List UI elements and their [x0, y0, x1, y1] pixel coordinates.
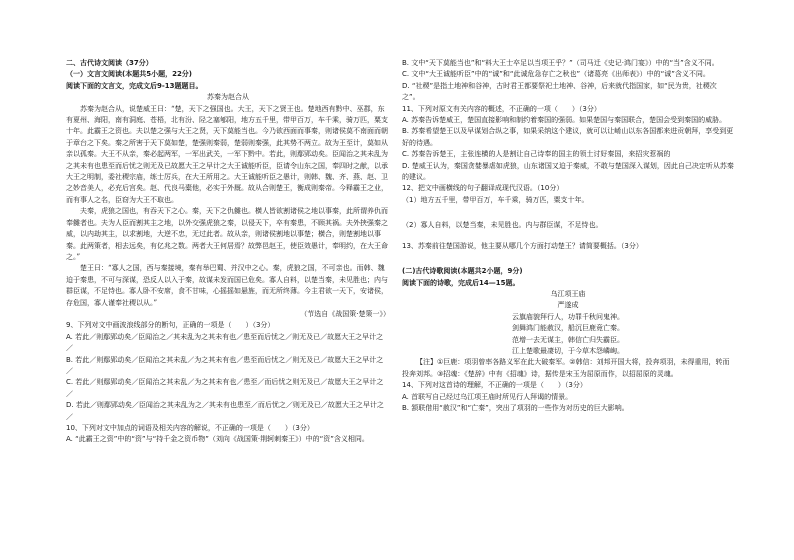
- section-heading: 二、古代诗文阅读（37分）: [66, 59, 153, 67]
- question-14-option-a: A. 首联写自己经过乌江项王庙时所见行人拜谒的情景。: [402, 392, 573, 401]
- poem: [402, 289, 734, 357]
- passage-paragraph-2: 夫秦，虎狼之国也，有吞天下之心。秦，天下之仇雠也。横人皆欲割诸侯之地以事秦，此所谓养仇而奉雠者也。夫为人臣而割其主之地，以外交强虎狼之秦，以侵天下，卒有秦患，不顾其祸。夫外挟强秦之威，以内劫其主，以求割地，大逆不忠，无过此者。故从亲，则诸侯割地以事楚；横合，则楚割地以事秦。此两策者，相去远矣，有亿兆之数。两者大王何居焉？故弊邑赵王，使臣效愚计，奉明约，在大王命之。”: [66, 207, 388, 261]
- question-10-option-c: C. 文中“大王诚能听臣”中的“诚”和“此诚危急存亡之秋也”（诸葛亮《出师表》）中的“诚”含义不同。: [402, 70, 710, 79]
- right-column: [402, 58, 734, 414]
- question-10-option-d: D. “社稷”是指土地神和谷神，古时君王都要祭祀土地神、谷神，后来就代指国家，如“民为贵，社稷次之”。: [402, 81, 717, 102]
- question-9-option-b: B. 若此／则鄢郢动矣／臣闻治之其未乱／为之其未有也／患至而后忧之／则无及已／故愿大王之早计之／: [66, 355, 384, 375]
- poetry-section-heading: (二)古代诗歌阅读(本题共2小题，9分): [402, 267, 523, 276]
- subsection-heading: （一）文言文阅读(本题共5小题，22分): [66, 70, 193, 79]
- poem-author: 严遂成: [557, 301, 579, 310]
- question-9-option-c: C. 若此／则鄢郢动矣／臣闻治之其未乱／为之其未有也／患至／而后忧之则无及已／故愿大王之早计之／: [66, 378, 384, 398]
- question-12-part-1: （1）地方五千里，带甲百万，车千乘，骑万匹，粟支十年。: [402, 195, 589, 204]
- question-11-option-c: C. 苏秦告诉楚王，主张连横的人是割让自己诗奉的国主的领土讨好秦国，来招灾惹祸的: [402, 150, 671, 159]
- question-12: 12、把文中画横线的句子翻译成现代汉语。（10分）: [402, 184, 564, 193]
- poetry-instruction: 阅读下面的诗歌，完成后14—15题。: [402, 278, 520, 287]
- question-11: 11、下列对原文有关内容的概述，不正确的一项（ ）（3分）: [402, 104, 601, 113]
- poem-line: 江上楚歌最凄切，于今草木怨嶙峋。: [512, 346, 624, 355]
- passage-title: 苏秦为赵合从: [207, 93, 249, 102]
- question-10-option-b: B. 文中“天下莫能当也”和“料大王士卒足以当项王乎？”（司马迁《史记·鸿门宴》）中的“当”含义不同。: [402, 59, 719, 67]
- answer-space: [402, 252, 734, 266]
- passage-paragraph-3: 楚王曰：“寡人之国，西与秦接境，秦有举巴蜀、并汉中之心。秦，虎狼之国，不可亲也。而韩、魏迫于秦患，不可与深谋，恐反人以入于秦，故谋未发而国已危矣。寡人自料，以楚当秦，未见胜也；内与群臣谋，不足恃也。寡人卧不安席，食不甘味，心摇摇如悬旌，而无所终薄。今主君欲一天下，安诸侯，存危国，寡人谨奉社稷以从。”: [66, 264, 388, 307]
- question-10-option-a: A. “此霸王之资”中的“资”与“持千金之资币物”（刘向《战国策·荆轲刺秦王》）中的“资”含义相同。: [66, 435, 369, 444]
- question-14-option-b: B. 颔联借用“赦汉”和“亡秦”，突出了项羽的一些作为对历史的巨大影响。: [402, 403, 629, 412]
- answer-space: [402, 206, 734, 220]
- question-10: 10、下列对文中加点的词语及相关内容的解说，不正确的一项是（ ）（3分）: [66, 424, 314, 432]
- question-9: 9、下列对文中画波浪线部分的断句，正确的一项是（ ）（3分）: [66, 321, 275, 330]
- question-14: 14、下列对这首诗的理解，不正确的一项是（ ）（3分）: [402, 381, 587, 390]
- question-13: 13、苏秦前往楚国游说，他主要从哪几个方面打动楚王？请简要概括。（3分）: [402, 241, 643, 250]
- reading-instruction: 阅读下面的文言文，完成文后9-13题题目。: [66, 81, 203, 90]
- poem-line: 云旗庙貌拜行人，功罪千秋问鬼神。: [512, 312, 624, 321]
- poem-notes: 【注】①巨鹿：项羽曾率各路义军在此大破秦军。②韩信：刘邦开国大将，投奔项羽，未得重用，转而投奔刘邦。③招魂：《楚辞》中有《招魂》诗，据传是宋玉为屈原而作，以招屈原的灵魂。: [402, 358, 730, 378]
- question-9-option-d: D. 若此／则鄢郢动矣／臣闻治之其未乱为之／其未有也患至／而后忧之／则无及已／故愿大王之早计之／: [66, 401, 384, 421]
- poem-title: 乌江项王庙: [550, 289, 586, 298]
- question-12-part-2: （2）寡人自料，以楚当秦，未见胜也。内与群臣谋，不足恃也。: [402, 221, 603, 230]
- question-11-option-d: D. 楚威王认为，秦国贪婪暴虐如虎狼，山东诸国又迫于秦威，不敢与楚国深入谋划，因此自己决定听从苏秦的建议。: [402, 161, 734, 182]
- question-11-option-b: B. 苏秦希望楚王以及早谋划合纵之事，如果采纳这个建议，就可以让崤山以东各国都来进贡朝拜，享受到更好的待遇。: [402, 127, 734, 147]
- passage-source: （节选自《战国策·楚策一》）: [300, 309, 390, 318]
- question-9-option-a: A. 若此／则鄢郢动矣／臣闻治之／其未乱为之其未有也／患至而后忧之／则无及已／故愿大王之早计之／: [66, 332, 384, 353]
- poem-line: 剑舞鸿门能赦汉，船沉巨鹿竟亡秦。: [512, 324, 624, 333]
- passage-paragraph-1: 苏秦为赵合从，说楚威王曰：“楚，天下之强国也。大王，天下之贤王也。楚地西有黔中、巫郡，东有夏州、海阳，南有洞庭、苍梧，北有汾、陉之塞郇阳，地方五千里，带甲百万，车千乘，骑万匹，粟支十年。此霸王之资也。夫以楚之强与大王之贤，天下莫能当也。今乃欲西面而事秦，则诸侯莫不南面而朝于章台之下矣。秦之所害于天下莫如楚，楚强则秦弱，楚弱则秦强，此其势不两立。故为王至计，莫如从亲以孤秦。大王不从亲，秦必起两军，一军出武关，一军下黔中。若此，则鄢郢动矣。臣闻治之其未乱为之其未有也患至而后忧之则无及已故愿大王之早计之大王诚能听臣，臣请令山东之国，奉四时之献，以承大王之明制，委社稷宗庙，练士厉兵，在大王所用之。大王诚能听臣之愚计，则韩、魏、齐、燕、赵、卫之妙音美人，必充后宫矣。赵、代良马橐他，必实于外厩。故从合则楚王，衡成则秦帝。今释霸王之业，而有事人之名，臣窃为大王不取也。: [66, 104, 388, 204]
- poem-line: 范增一去无谋主，韩信亡归失霸臣。: [512, 335, 624, 344]
- question-11-option-a: A. 苏秦告诉楚威王，楚国直接影响和制约着秦国的强弱。如果楚国与秦国联合，楚国会受到秦国的威胁。: [402, 116, 727, 125]
- answer-space: [402, 232, 734, 241]
- left-column: [66, 58, 390, 446]
